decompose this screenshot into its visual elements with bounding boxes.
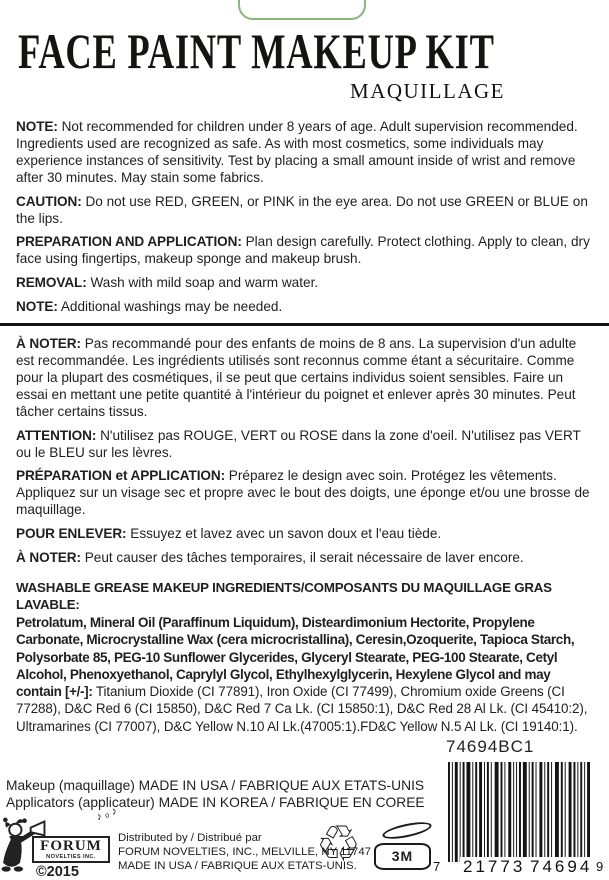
forum-logo-subtext: NOVELTIES INC. (46, 854, 96, 860)
upc-group-2: 74694 (527, 857, 595, 877)
pao-jar-lid (381, 819, 433, 842)
pao-jar-body (374, 843, 431, 870)
label-text (16, 119, 596, 735)
sku-code: 74694BC1 (446, 737, 535, 756)
section-text: Not recommended for children under 8 years of age. Adult supervision recommended. Ingredients used are recognized as safe. As with most cosmetics, some individuals may experience instances of sensitivity. Test by placing a small amount inside of wrist and remove after 30 minutes. May stain some fabrics. (16, 119, 578, 185)
page-subtitle: MAQUILLAGE (350, 79, 505, 103)
section-noter2-fr (16, 550, 596, 567)
pao-jar-icon (374, 824, 434, 870)
section-label: À NOTER: (16, 550, 81, 566)
page-title: FACE PAINT MAKEUP KIT (18, 23, 495, 79)
section-text: Additional washings may be needed. (60, 299, 283, 315)
section-label: CAUTION: (16, 193, 82, 209)
origin-block (6, 777, 425, 811)
section-text: Pas recommandé pour des enfants de moins de 8 ans. La supervision d'un adulte est recommandée. Les ingrédients utilisés sont reconnus comme étant a sécuritaire. Comme pour la plupart des cosmétiques, il se peut que certains individus soient sensibles. Faire un essai en mettant une petite quantité à l'intérieur du poignet et enlever après 30 minutes. Peut tâcher certains tissus. (16, 336, 577, 419)
upc-digit-left: 7 (433, 859, 441, 874)
section-text: Wash with mild soap and warm water. (90, 275, 319, 291)
barcode-block (428, 737, 606, 878)
section-text: N'utilisez pas ROUGE, VERT ou ROSE dans la zone d'oeil. N'utilisez pas VERT ou le BLEU sur les lèvres. (16, 427, 581, 460)
title-block (18, 23, 508, 104)
section-text: Essuyez et lavez avec un savon doux et l'eau tiède. (130, 526, 442, 542)
pao-label: 3M (391, 848, 414, 864)
ingredients-text: Petrolatum, Mineral Oil (Paraffinum Liquidum), Disteardimonium Hectorite, Propylene Carbonate, Microcrystalline Wax (cera microcristallina), Ceresin,Ozoquerite, Tapioca Starch, Polysorbate 85, PEG-10 Sunflower Glycerides, Glyceryl Stearate, PEG-100 Stearate, Cetyl Alcohol, Phenoxyethanol, Caprylyl Glycol, Ethylhexylglycerin, Hexylene Glycol and may contain [+/-]: (16, 614, 575, 700)
section-removal-en (16, 275, 596, 292)
section-label: PRÉPARATION et APPLICATION: (16, 468, 226, 484)
section-label: POUR ENLEVER: (16, 526, 127, 542)
ingredients-heading: WASHABLE GREASE MAKEUP INGREDIENTS/COMPOSANTS DU MAQUILLAGE GRAS LAVABLE: (16, 579, 552, 612)
section-label: À NOTER: (16, 336, 81, 352)
origin-line-applicators: Applicators (applicateur) MADE IN KOREA / FABRIQUE EN COREE (6, 795, 425, 810)
music-notes-icon: ♪ ₒ ♪ (94, 804, 119, 824)
section-text: Peut causer des tâches temporaires, il serait nécessaire de laver encore. (84, 550, 524, 566)
section-preparation-fr (16, 468, 596, 519)
ingredients-paragraph (16, 614, 596, 735)
upc-digit-right: 9 (596, 859, 604, 874)
section-note2-en (16, 299, 596, 316)
section-label: REMOVAL: (16, 275, 87, 291)
section-noter-fr (16, 336, 596, 421)
hang-tab (238, 0, 366, 20)
barcode (448, 762, 590, 862)
section-label: PREPARATION AND APPLICATION: (16, 234, 242, 250)
section-attention-fr (16, 428, 596, 462)
section-text: Plan design carefully. Protect clothing. Apply to clean, dry face using fingertips, makeup sponge and makeup brush. (16, 234, 590, 267)
distributor-line-3: MADE IN USA / FABRIQUE AUX ETATS-UNIS. (118, 860, 357, 873)
section-label: ATTENTION: (16, 427, 97, 443)
recycle-icon: ♲ (316, 815, 361, 873)
distributor-line-2: FORUM NOVELTIES, INC., MELVILLE, NY 11747 (118, 846, 371, 859)
section-pour-enlever-fr (16, 526, 596, 543)
section-preparation-en (16, 234, 596, 268)
forum-logo-banner (32, 836, 110, 863)
distributor-line-1: Distributed by / Distribué par (118, 832, 262, 844)
section-text: Préparez le design avec soin. Protégez les vêtements. Appliquez sur un visage sec et propre avec le bout des doigts, une éponge et/ou une brosse de maquillage. (16, 468, 590, 518)
divider-line (0, 323, 609, 326)
section-label: NOTE: (16, 119, 58, 134)
forum-jester-logo (0, 804, 119, 880)
section-label: NOTE: (16, 299, 58, 315)
colorants-text: Titanium Dioxide (CI 77891), Iron Oxide (CI 77499), Chromium oxide Greens (CI 77288), D&C Red 6 (CI 15850), D&C Red 7 Ca Lk. (CI 15850:1), D&C Red 28 Al Lk. (CI 45410:2), Ultramarines (CI 77007), D&C Yellow N.10 Al Lk.(47005:1).FD&C Yellow N.5 Al Lk. (CI 19140:1). (16, 684, 588, 734)
section-text: Do not use RED, GREEN, or PINK in the eye area. Do not use GREEN or BLUE on the lips. (16, 193, 588, 226)
copyright-year: ©2015 (36, 864, 79, 880)
forum-logo-text: FORUM (40, 838, 102, 854)
section-note-en (16, 119, 596, 187)
origin-line-makeup: Makeup (maquillage) MADE IN USA / FABRIQUE AUX ETATS-UNIS (6, 778, 425, 793)
upc-group-1: 21773 (460, 857, 528, 877)
section-caution-en (16, 194, 596, 228)
